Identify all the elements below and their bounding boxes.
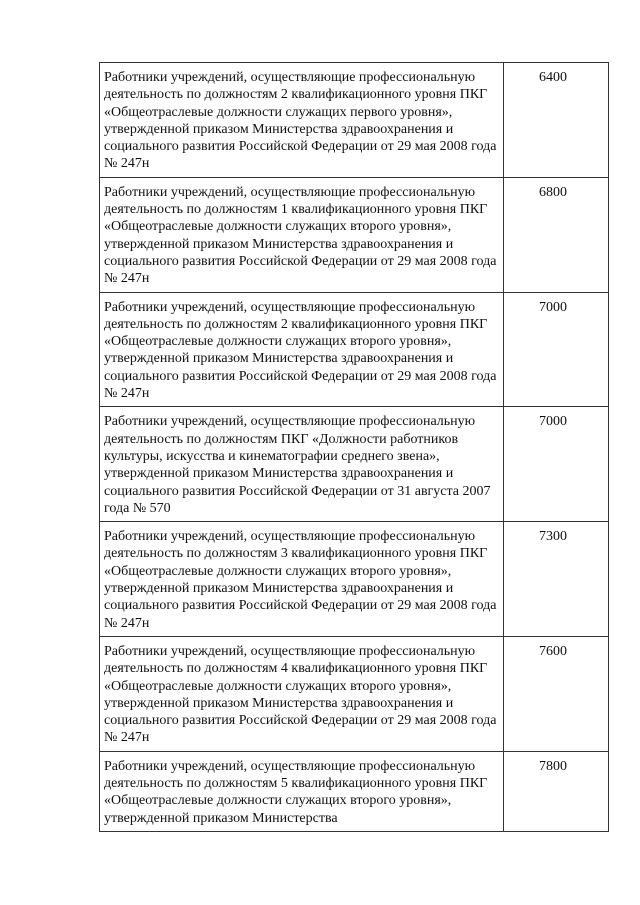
position-description: Работники учреждений, осуществляющие профессиональную деятельность по должностям 5 квалификационного уровня ПКГ «Общеотраслевые должности служащих второго уровня», утвержденной приказом Министерства (104, 758, 488, 826)
position-description-cell (100, 63, 504, 178)
table-row (100, 63, 609, 178)
salary-value: 7600 (539, 643, 567, 659)
position-description: Работники учреждений, осуществляющие профессиональную деятельность по должностям ПКГ «Должности работников культуры, искусства и кинематографии среднего звена», утвержденной приказом Министерства здравоохранения и социального развития Российской Федерации от 31 августа 2007 года № 570 (104, 414, 491, 516)
position-description-cell (100, 177, 504, 292)
salary-value-cell (504, 522, 609, 637)
table-row (100, 751, 609, 831)
salary-value-cell (504, 636, 609, 751)
position-description: Работники учреждений, осуществляющие профессиональную деятельность по должностям 4 квалификационного уровня ПКГ «Общеотраслевые должности служащих второго уровня», утвержденной приказом Министерства здравоохранения и социального развития Российской Федерации от 29 мая 2008 года № 247н (104, 643, 497, 746)
salary-value: 7800 (539, 758, 567, 774)
salary-value: 7000 (539, 299, 567, 315)
salary-value: 7000 (539, 414, 567, 430)
table-row (100, 292, 609, 407)
position-description: Работники учреждений, осуществляющие профессиональную деятельность по должностям 1 квалификационного уровня ПКГ «Общеотраслевые должности служащих второго уровня», утвержденной приказом Министерства здравоохранения и социального развития Российской Федерации от 29 мая 2008 года № 247н (104, 184, 497, 287)
position-description: Работники учреждений, осуществляющие профессиональную деятельность по должностям 2 квалификационного уровня ПКГ «Общеотраслевые должности служащих первого уровня», утвержденной приказом Министерства здравоохранения и социального развития Российской Федерации от 29 мая 2008 года № 247н (104, 70, 497, 172)
table-row (100, 407, 609, 522)
salary-value: 7300 (539, 529, 567, 545)
table-row (100, 636, 609, 751)
position-description: Работники учреждений, осуществляющие профессиональную деятельность по должностям 2 квалификационного уровня ПКГ «Общеотраслевые должности служащих второго уровня», утвержденной приказом Министерства здравоохранения и социального развития Российской Федерации от 29 мая 2008 года № 247н (104, 299, 497, 402)
salary-value: 6800 (539, 184, 567, 200)
position-description: Работники учреждений, осуществляющие профессиональную деятельность по должностям 3 квалификационного уровня ПКГ «Общеотраслевые должности служащих второго уровня», утвержденной приказом Министерства здравоохранения и социального развития Российской Федерации от 29 мая 2008 года № 247н (104, 529, 497, 631)
salary-value-cell (504, 292, 609, 407)
table-row (100, 522, 609, 637)
salary-table (99, 62, 609, 832)
salary-value-cell (504, 177, 609, 292)
salary-value: 6400 (539, 70, 567, 85)
position-description-cell (100, 636, 504, 751)
salary-value-cell (504, 751, 609, 831)
position-description-cell (100, 522, 504, 637)
salary-value-cell (504, 63, 609, 178)
table-row (100, 177, 609, 292)
position-description-cell (100, 751, 504, 831)
position-description-cell (100, 407, 504, 522)
position-description-cell (100, 292, 504, 407)
salary-value-cell (504, 407, 609, 522)
